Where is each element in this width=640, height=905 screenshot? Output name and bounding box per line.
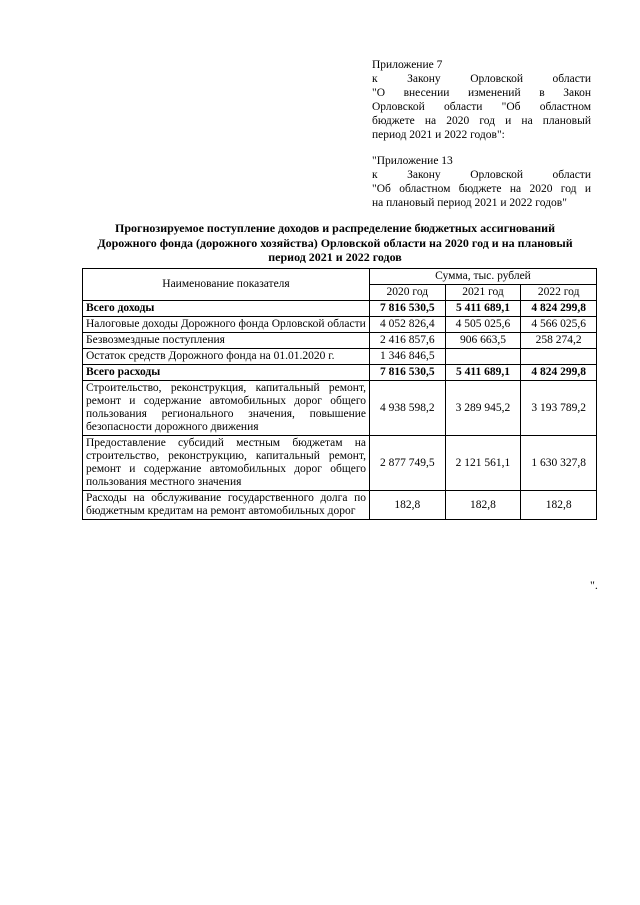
- row-value: 2 416 857,6: [370, 333, 446, 349]
- table-row: [83, 381, 597, 436]
- row-name: Предоставление субсидий местным бюджетам на строительство, реконструкцию, капитальный ремонт, ремонт и содержание автомобильных дорог общего пользования местного значения: [83, 436, 370, 491]
- header-year: 2020 год: [370, 285, 446, 301]
- row-value: 5 411 689,1: [445, 365, 521, 381]
- row-value: 906 663,5: [445, 333, 521, 349]
- table-row: [83, 317, 597, 333]
- table-header-row: [83, 269, 597, 285]
- row-value: 258 274,2: [521, 333, 597, 349]
- row-value: 2 121 561,1: [445, 436, 521, 491]
- row-value: 4 566 025,6: [521, 317, 597, 333]
- title-line: Дорожного фонда (дорожного хозяйства) Орловской области на 2020 год и на плановый: [97, 235, 573, 250]
- row-value: 7 816 530,5: [370, 301, 446, 317]
- table-row: [83, 301, 597, 317]
- header-year: 2021 год: [445, 285, 521, 301]
- row-value: 2 877 749,5: [370, 436, 446, 491]
- row-value: 7 816 530,5: [370, 365, 446, 381]
- appendix-7-header: [372, 58, 591, 142]
- table-row: [83, 365, 597, 381]
- row-value: [445, 349, 521, 365]
- row-value: 4 938 598,2: [370, 381, 446, 436]
- appendix-line: к Закону Орловской области: [372, 73, 591, 85]
- title-line: период 2021 и 2022 годов: [268, 250, 402, 264]
- header-year: 2022 год: [521, 285, 597, 301]
- row-name: Расходы на обслуживание государственного долга по бюджетным кредитам на ремонт автомобильных дорог: [83, 491, 370, 520]
- row-name: Налоговые доходы Дорожного фонда Орловской области: [83, 317, 370, 333]
- row-value: 1 346 846,5: [370, 349, 446, 365]
- appendix-line: на плановый период 2021 и 2022 годов": [372, 197, 567, 209]
- row-name: Строительство, реконструкция, капитальный ремонт, ремонт и содержание автомобильных дорог общего пользования регионального значения, повышение безопасности дорожного движения: [83, 381, 370, 436]
- row-value: 1 630 327,8: [521, 436, 597, 491]
- row-name: Остаток средств Дорожного фонда на 01.01.2020 г.: [83, 349, 370, 365]
- appendix-line: бюджете на 2020 год и на плановый: [372, 115, 591, 127]
- closing-quote-mark: ".: [590, 578, 598, 592]
- appendix-line: "О внесении изменений в Закон: [372, 87, 591, 99]
- row-value: 4 505 025,6: [445, 317, 521, 333]
- title-line: Прогнозируемое поступление доходов и распределение бюджетных ассигнований: [115, 221, 555, 235]
- header-indicator-name: Наименование показателя: [83, 269, 370, 301]
- appendix-line: Приложение 7: [372, 59, 443, 71]
- appendix-line: период 2021 и 2022 годов":: [372, 129, 505, 141]
- row-value: 4 824 299,8: [521, 301, 597, 317]
- table-row: [83, 436, 597, 491]
- row-name: Безвозмездные поступления: [83, 333, 370, 349]
- appendix-line: к Закону Орловской области: [372, 169, 591, 181]
- road-fund-table: [82, 268, 597, 520]
- row-value: 5 411 689,1: [445, 301, 521, 317]
- appendix-13-header: [372, 154, 591, 210]
- appendix-line: "Приложение 13: [372, 155, 453, 167]
- row-value: 182,8: [521, 491, 597, 520]
- row-name: Всего доходы: [83, 301, 370, 317]
- table-row: [83, 333, 597, 349]
- header-sum: Сумма, тыс. рублей: [370, 269, 597, 285]
- table-row: [83, 491, 597, 520]
- row-value: 3 289 945,2: [445, 381, 521, 436]
- appendix-line: "Об областном бюджете на 2020 год и: [372, 183, 591, 195]
- appendix-line: Орловской области "Об областном: [372, 101, 591, 113]
- table-row: [83, 349, 597, 365]
- row-value: [521, 349, 597, 365]
- row-name: Всего расходы: [83, 365, 370, 381]
- row-value: 3 193 789,2: [521, 381, 597, 436]
- row-value: 4 052 826,4: [370, 317, 446, 333]
- row-value: 182,8: [370, 491, 446, 520]
- row-value: 182,8: [445, 491, 521, 520]
- document-title: [70, 221, 600, 265]
- row-value: 4 824 299,8: [521, 365, 597, 381]
